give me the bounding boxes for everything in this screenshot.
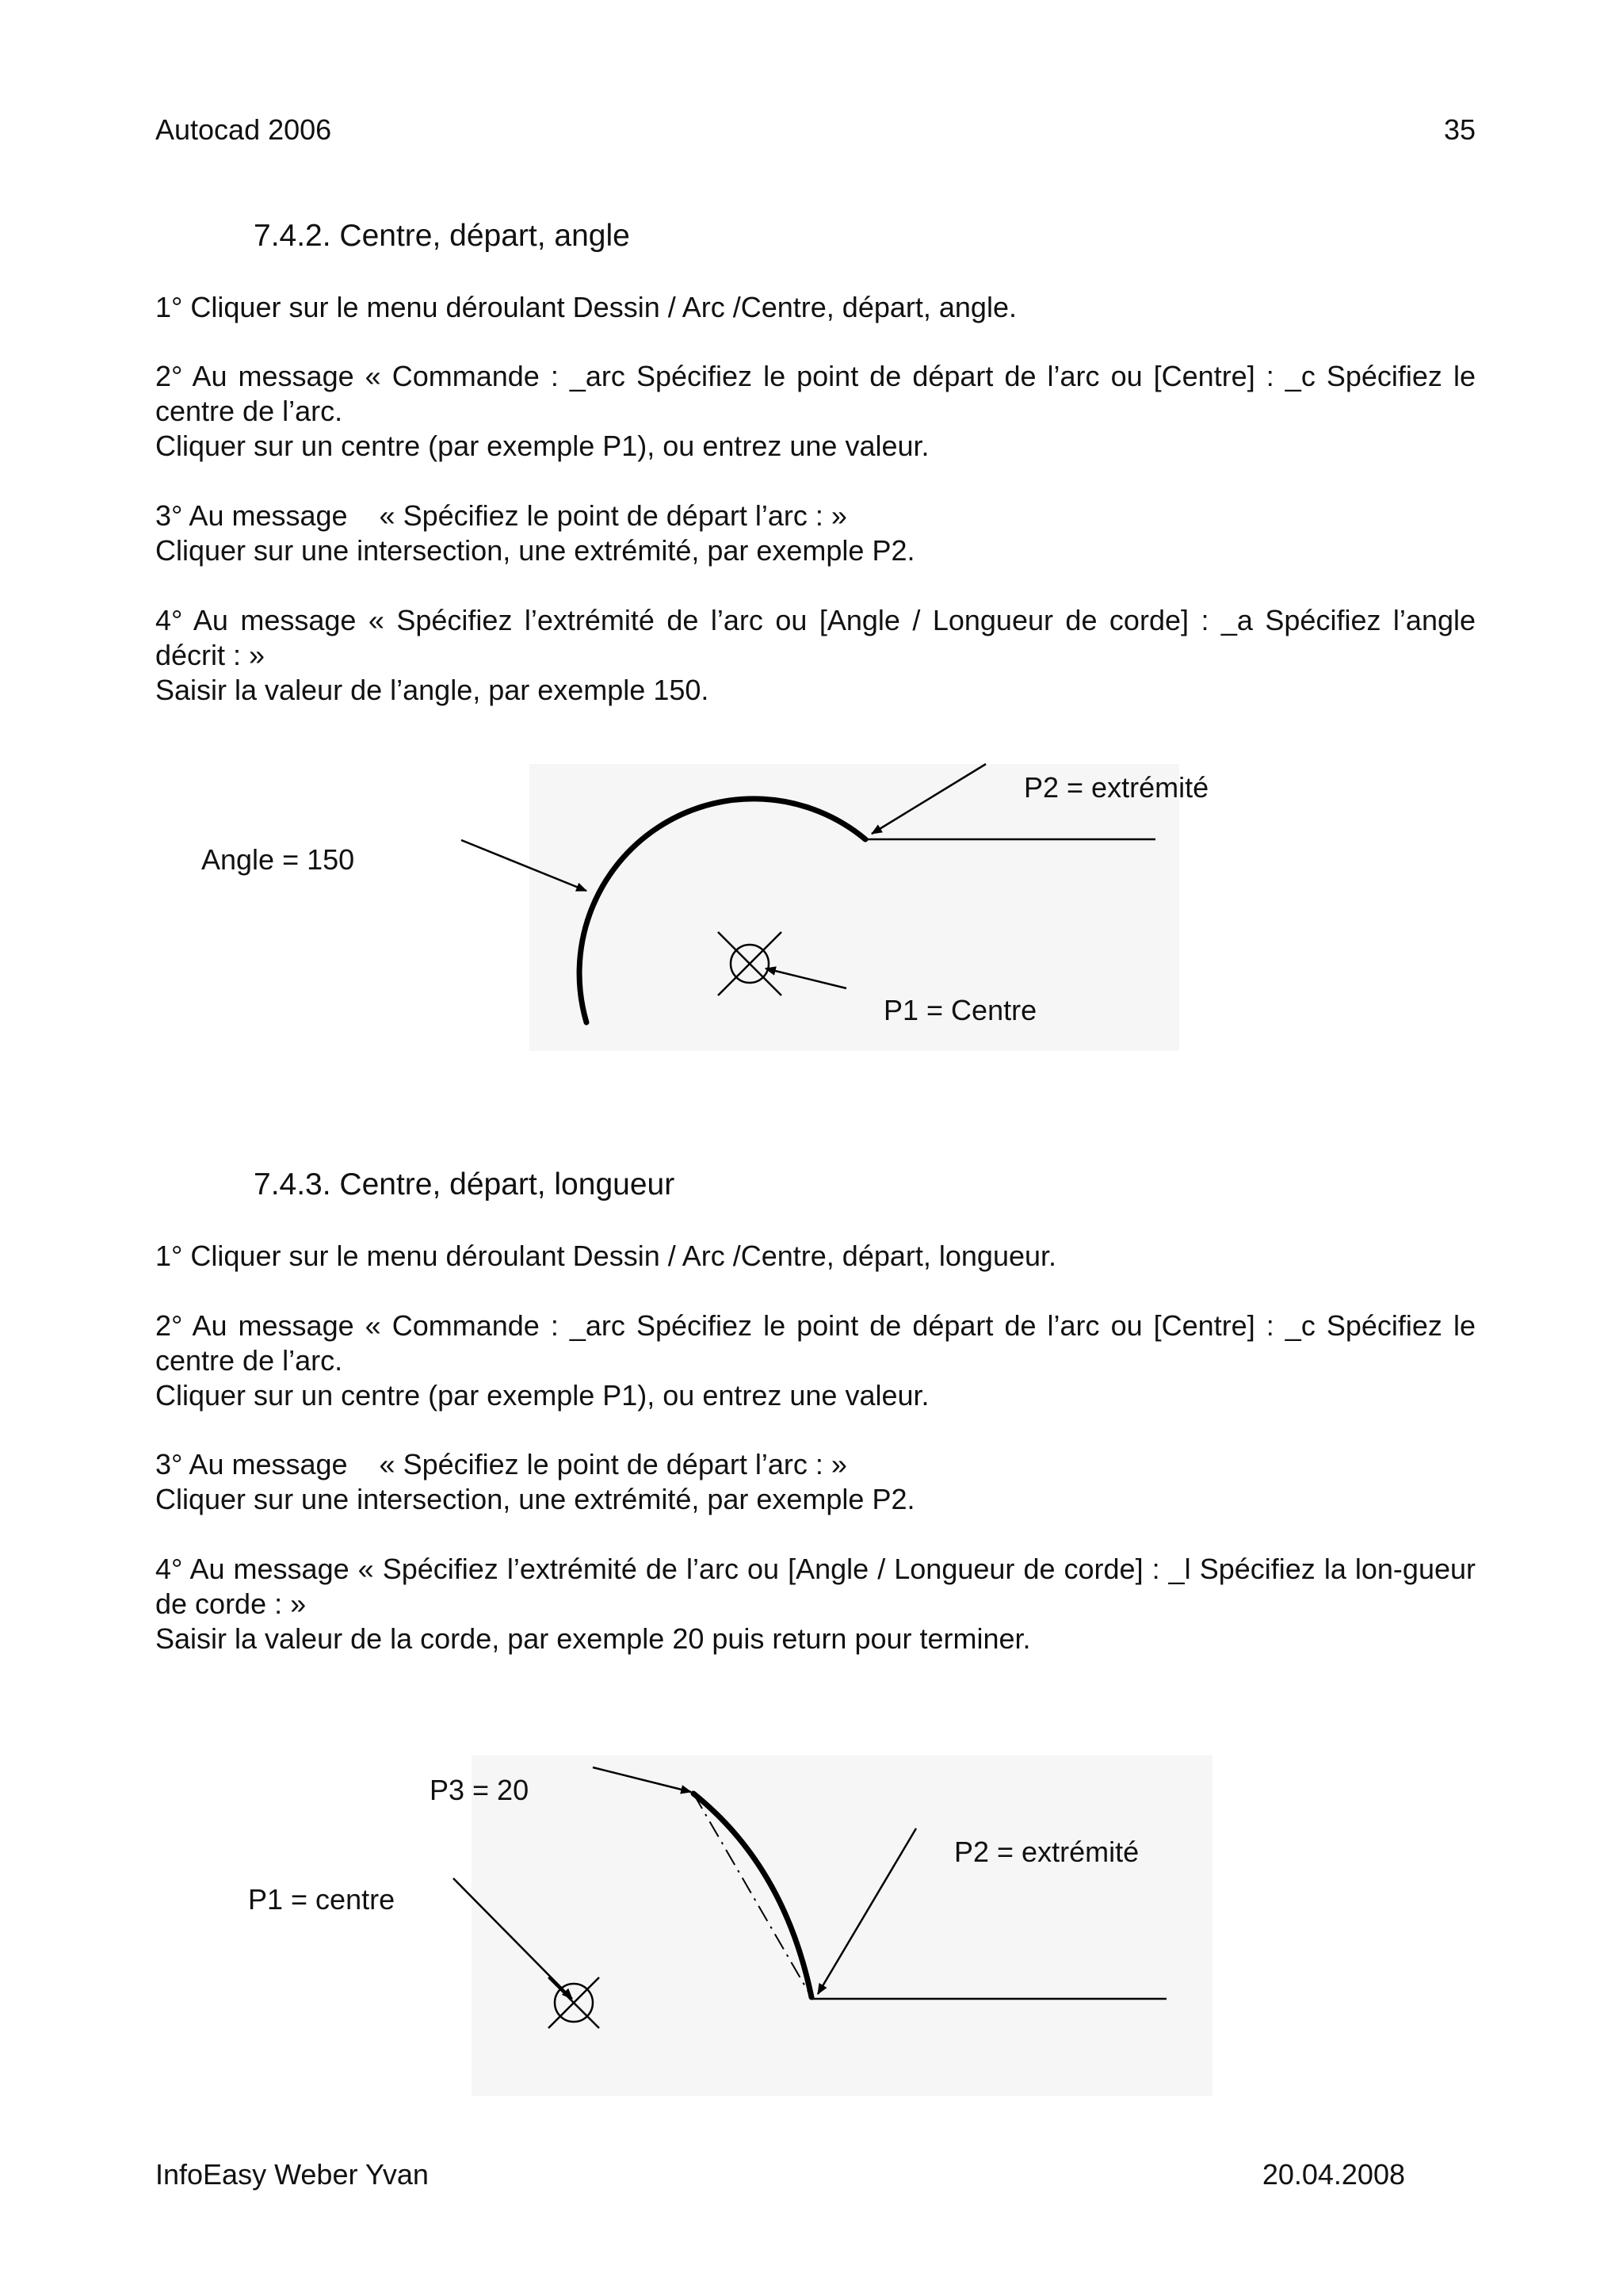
p2-arrow-2 <box>818 1828 916 1994</box>
chord-dashed-line <box>693 1794 812 1997</box>
p2-arrow <box>872 764 986 834</box>
center-marker-icon <box>718 932 781 995</box>
p1-arrow <box>766 968 846 988</box>
s1-step-2-line-a: 2° Au message « Commande : _arc Spécifiez le point de départ de l’arc ou [Centre] : _c Spécifiez le centre de l’arc. <box>155 360 1476 427</box>
s1-step-3-line-a: 3° Au message « Spécifiez le point de départ l’arc : » <box>155 499 847 532</box>
p1-label-2: P1 = centre <box>248 1883 395 1916</box>
p3-arrow <box>593 1767 691 1792</box>
s2-step-4-line-b: Saisir la valeur de la corde, par exemple 20 puis return pour terminer. <box>155 1622 1031 1655</box>
s1-step-3-line-b: Cliquer sur une intersection, une extrémité, par exemple P2. <box>155 534 915 567</box>
s1-step-2-line-b: Cliquer sur un centre (par exemple P1), ou entrez une valeur. <box>155 430 930 462</box>
p1-arrow-2 <box>453 1878 572 1999</box>
angle-arrow <box>461 840 586 891</box>
section-heading-7-4-2: 7.4.2. Centre, départ, angle <box>254 219 630 253</box>
s1-step-1-line: 1° Cliquer sur le menu déroulant Dessin / Arc /Centre, départ, angle. <box>155 291 1017 323</box>
p2-label-2: P2 = extrémité <box>954 1836 1140 1868</box>
center-marker-icon-2 <box>548 1977 599 2028</box>
section-heading-7-4-3: 7.4.3. Centre, départ, longueur <box>254 1167 675 1201</box>
p1-label: P1 = Centre <box>884 994 1037 1026</box>
figure-2 <box>453 1767 1167 2028</box>
s1-step-4-line-b: Saisir la valeur de l’angle, par exemple 150. <box>155 674 709 706</box>
s2-step-2-line-a: 2° Au message « Commande : _arc Spécifiez le point de départ de l’arc ou [Centre] : _c Spécifiez le centre de l’arc. <box>155 1309 1476 1377</box>
s2-step-2-line-b: Cliquer sur un centre (par exemple P1), ou entrez une valeur. <box>155 1379 930 1412</box>
s2-step-4-line-a: 4° Au message « Spécifiez l’extrémité de l’arc ou [Angle / Longueur de corde] : _l Spécifiez la lon-gueur de corde : » <box>155 1553 1476 1620</box>
s2-step-3-line-a: 3° Au message « Spécifiez le point de départ l’arc : » <box>155 1448 847 1480</box>
s1-step-4-line-a: 4° Au message « Spécifiez l’extrémité de l’arc ou [Angle / Longueur de corde] : _a Spécifiez l’angle décrit : » <box>155 604 1476 671</box>
footer-date: 20.04.2008 <box>1262 2158 1405 2191</box>
p2-label: P2 = extrémité <box>1024 771 1209 804</box>
page-number: 35 <box>1443 113 1476 146</box>
angle-label: Angle = 150 <box>201 843 355 876</box>
s2-step-3-line-b: Cliquer sur une intersection, une extrémité, par exemple P2. <box>155 1483 915 1515</box>
arc-150-degrees <box>579 799 865 1022</box>
p3-label: P3 = 20 <box>430 1774 529 1806</box>
s2-step-1-line: 1° Cliquer sur le menu déroulant Dessin / Arc /Centre, départ, longueur. <box>155 1240 1057 1272</box>
running-header-title: Autocad 2006 <box>155 113 332 146</box>
footer-author: InfoEasy Weber Yvan <box>155 2158 429 2191</box>
